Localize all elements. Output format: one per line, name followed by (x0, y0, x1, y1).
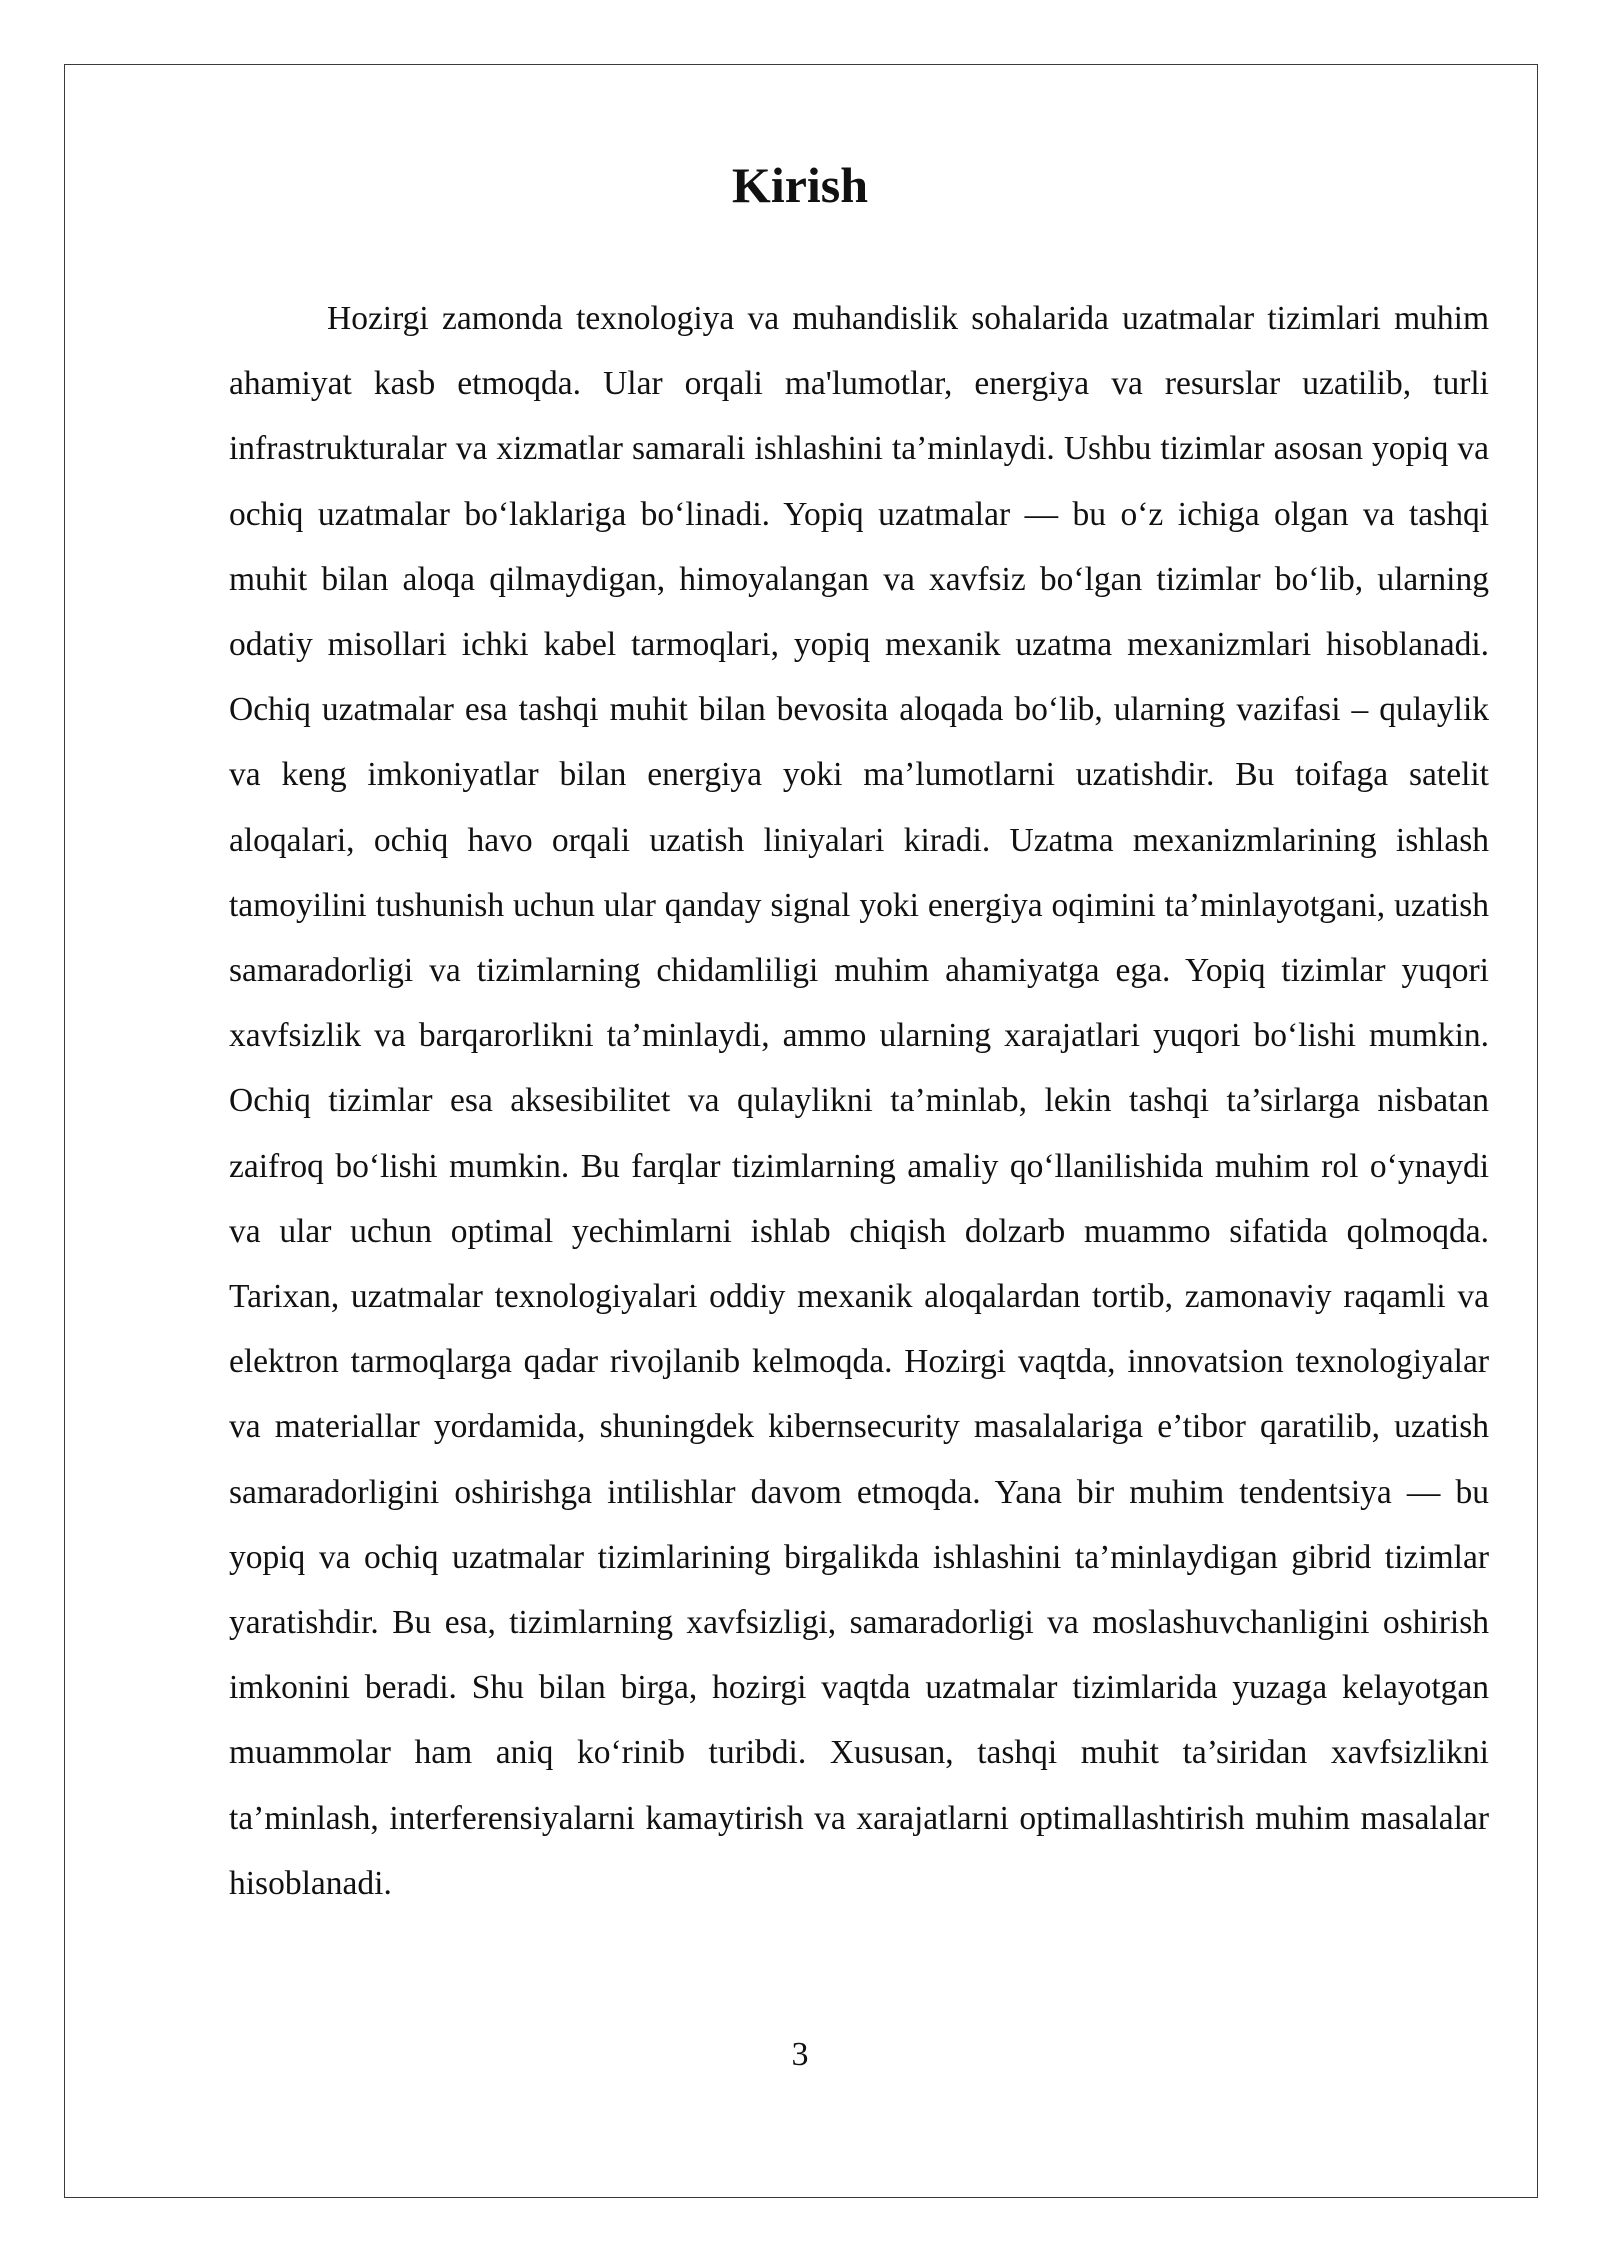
page-title: Kirish (731, 157, 869, 213)
body-paragraph: Hozirgi zamonda texnologiya va muhandislik sohalarida uzatmalar tizimlari muhim ahamiyat kasb etmoqda. Ular orqali ma'lumotlar, energiya va resurslar uzatilib, turli infrastrukturalar va xizmatlar samarali ishlashini ta’minlaydi. Ushbu tizimlar asosan yopiq va ochiq uzatmalar bo‘laklariga bo‘linadi. Yopiq uzatmalar — bu o‘z ichiga olgan va tashqi muhit bilan aloqa qilmaydigan, himoyalangan va xavfsiz bo‘lgan tizimlar bo‘lib, ularning odatiy misollari ichki kabel tarmoqlari, yopiq mexanik uzatma mexanizmlari hisoblanadi. Ochiq uzatmalar esa tashqi muhit bilan bevosita aloqada bo‘lib, ularning vazifasi – qulaylik va keng imkoniyatlar bilan energiya yoki ma’lumotlarni uzatishdir. Bu toifaga satelit aloqalari, ochiq havo orqali uzatish liniyalari kiradi. Uzatma mexanizmlarining ishlash tamoyilini tushunish uchun ular qanday signal yoki energiya oqimini ta’minlayotgani, uzatish samaradorligi va tizimlarning chidamliligi muhim ahamiyatga ega. Yopiq tizimlar yuqori xavfsizlik va barqarorlikni ta’minlaydi, ammo ularning xarajatlari yuqori bo‘lishi mumkin. Ochiq tizimlar esa aksesibilitet va qulaylikni ta’minlab, lekin tashqi ta’sirlarga nisbatan zaifroq bo‘lishi mumkin. Bu farqlar tizimlarning amaliy qo‘llanilishida muhim rol o‘ynaydi va ular uchun optimal yechimlarni ishlab chiqish dolzarb muammo sifatida qolmoqda. Tarixan, uzatmalar texnologiyalari oddiy mexanik aloqalardan tortib, zamonaviy raqamli va elektron tarmoqlarga qadar rivojlanib kelmoqda. Hozirgi vaqtda, innovatsion texnologiyalar va materiallar yordamida, shuningdek kibernsecurity masalalariga e’tibor qaratilib, uzatish samaradorligini oshirishga intilishlar davom etmoqda. Yana bir muhim tendentsiya — bu yopiq va ochiq uzatmalar tizimlarining birgalikda ishlashini ta’minlaydigan gibrid tizimlar yaratishdir. Bu esa, tizimlarning xavfsizligi, samaradorligi va moslashuvchanligini oshirish imkonini beradi. Shu bilan birga, hozirgi vaqtda uzatmalar tizimlarida yuzaga kelayotgan muammolar ham aniq ko‘rinib turibdi. Xususan, tashqi muhit ta’siridan xavfsizlikni ta’minlash, interferensiyalarni kamaytirish va xarajatlarni optimallashtirish muhim masalalar hisoblanadi. (229, 300, 1489, 1902)
page-number: 3 (791, 2036, 809, 2073)
